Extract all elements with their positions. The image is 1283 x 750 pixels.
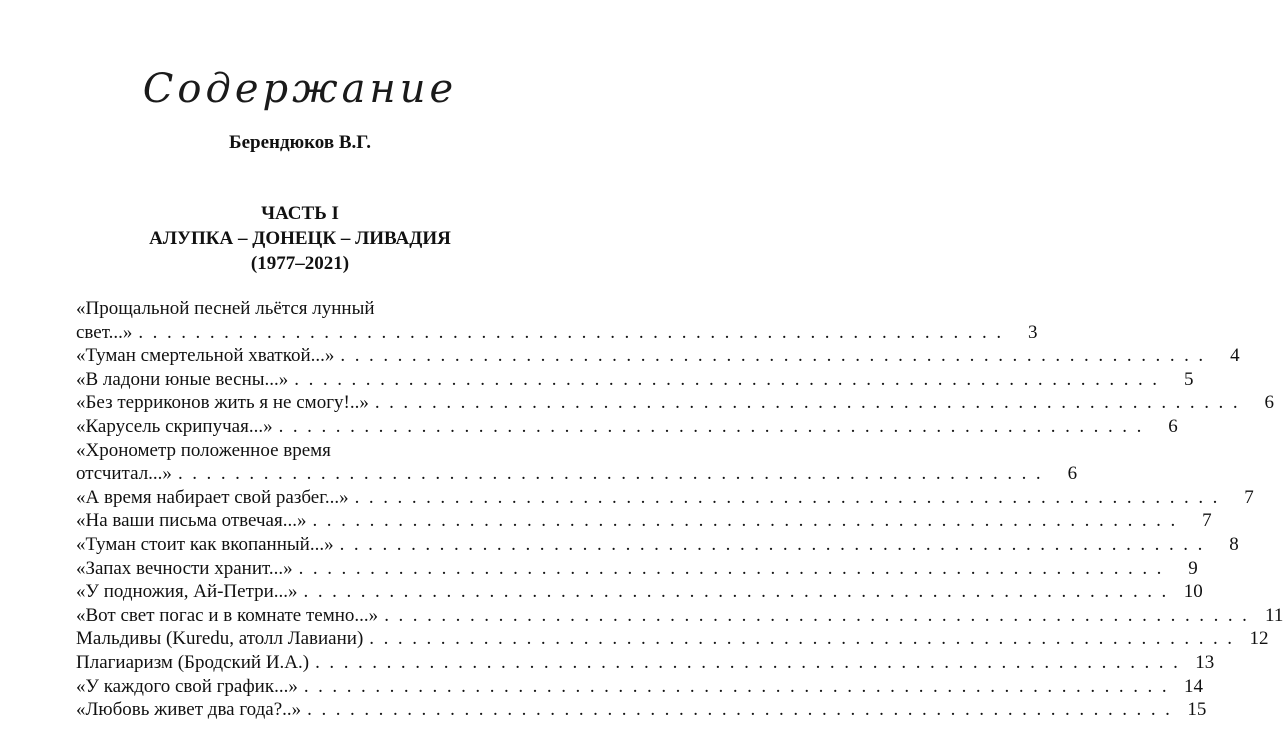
toc-page-number: 7	[1244, 486, 1254, 508]
contents-heading: Содержание	[142, 66, 458, 112]
toc-line	[76, 557, 1198, 581]
toc-line	[76, 344, 1240, 368]
toc-line	[76, 675, 1203, 699]
toc-entry-title: «Прощальной песней льётся лунный	[76, 298, 375, 319]
toc-entry-title: «У каждого свой график...»	[76, 675, 298, 697]
dot-leader: . . . . . . . . . . . . . . . . . . . . . . . . . . . . . . . . . . . . . . . . . . . . . . . . . . . . . . . . . . . . .	[384, 604, 1250, 626]
toc-entry[interactable]	[76, 391, 1274, 415]
toc-entry[interactable]	[76, 651, 1215, 675]
toc-line	[76, 462, 1078, 486]
toc-page-number: 10	[1183, 581, 1203, 603]
part-years: (1977–2021)	[250, 253, 350, 274]
toc-page-number: 5	[1183, 368, 1194, 390]
toc-page-number: 9	[1188, 557, 1198, 579]
dot-leader: . . . . . . . . . . . . . . . . . . . . . . . . . . . . . . . . . . . . . . . . . . . . . . . . . . . . . . . . . . . . .	[138, 321, 1004, 343]
toc-entry[interactable]	[76, 297, 1038, 344]
dot-leader: . . . . . . . . . . . . . . . . . . . . . . . . . . . . . . . . . . . . . . . . . . . . . . . . . . . . . . . . . . . . .	[303, 675, 1169, 697]
toc-page-number: 3	[1028, 321, 1038, 343]
toc-entry[interactable]	[76, 415, 1178, 439]
toc-entry-title: «У подножия, Ай-Петри...»	[76, 581, 298, 603]
toc-page-number: 6	[1264, 392, 1274, 414]
toc-line	[76, 486, 1254, 510]
toc-page-number: 8	[1229, 533, 1239, 555]
toc-entry[interactable]	[76, 698, 1207, 722]
toc-entry[interactable]	[76, 368, 1194, 392]
toc-entry[interactable]	[76, 557, 1198, 581]
toc-entry-title: «Хронометр положенное время	[76, 439, 331, 461]
dot-leader: . . . . . . . . . . . . . . . . . . . . . . . . . . . . . . . . . . . . . . . . . . . . . . . . . . . . . . . . . . . . .	[298, 557, 1164, 579]
dot-leader: . . . . . . . . . . . . . . . . . . . . . . . . . . . . . . . . . . . . . . . . . . . . . . . . . . . . . . . . . . . . .	[294, 368, 1160, 390]
toc-entry-title: «Вот свет погас и в комнате темно...»	[76, 604, 379, 626]
toc-entry-title: отсчитал...»	[76, 463, 172, 485]
toc-entry-title: «Туман стоит как вкопанный...»	[76, 533, 334, 555]
dot-leader: . . . . . . . . . . . . . . . . . . . . . . . . . . . . . . . . . . . . . . . . . . . . . . . . . . . . . . . . . . . . .	[354, 486, 1220, 508]
toc-page-number: 14	[1183, 675, 1203, 697]
toc-page-number: 13	[1195, 651, 1215, 673]
toc-entry[interactable]	[76, 344, 1240, 368]
toc-entry[interactable]	[76, 675, 1203, 699]
toc-page-number: 11	[1265, 604, 1283, 626]
toc-page-number: 4	[1230, 345, 1240, 367]
toc-line	[76, 533, 1239, 557]
toc-line	[76, 580, 1203, 604]
toc-line	[76, 627, 1269, 651]
dot-leader: . . . . . . . . . . . . . . . . . . . . . . . . . . . . . . . . . . . . . . . . . . . . . . . . . . . . . . . . . . . . .	[369, 628, 1235, 650]
dot-leader: . . . . . . . . . . . . . . . . . . . . . . . . . . . . . . . . . . . . . . . . . . . . . . . . . . . . . . . . . . . . .	[303, 581, 1169, 603]
toc-line	[76, 698, 1207, 722]
toc-entry[interactable]	[76, 509, 1212, 533]
toc-line	[76, 391, 1274, 415]
toc-page-number: 6	[1067, 463, 1078, 485]
toc-line	[76, 439, 504, 463]
toc-line	[76, 509, 1212, 533]
author-name: Берендюков В.Г.	[229, 132, 371, 153]
toc-line	[76, 297, 504, 321]
part-title: АЛУПКА – ДОНЕЦК – ЛИВАДИЯ	[149, 228, 451, 249]
dot-leader: . . . . . . . . . . . . . . . . . . . . . . . . . . . . . . . . . . . . . . . . . . . . . . . . . . . . . . . . . . . . .	[340, 345, 1206, 367]
dot-leader: . . . . . . . . . . . . . . . . . . . . . . . . . . . . . . . . . . . . . . . . . . . . . . . . . . . . . . . . . . . . .	[374, 392, 1240, 414]
toc-entry[interactable]	[76, 627, 1269, 651]
toc-entry-title: «Без терриконов жить я не смогу!..»	[76, 392, 369, 414]
toc-page-number: 7	[1202, 510, 1212, 532]
toc-line	[76, 604, 1283, 628]
table-of-contents	[76, 297, 1283, 722]
toc-line	[76, 321, 1038, 345]
toc-entry[interactable]	[76, 580, 1203, 604]
toc-entry[interactable]	[76, 439, 1078, 486]
toc-entry-title: Мальдивы (Kuredu, атолл Лавиани)	[76, 628, 364, 650]
toc-page-number: 12	[1249, 628, 1269, 650]
toc-page-number: 6	[1168, 415, 1178, 437]
toc-entry[interactable]	[76, 604, 1283, 628]
toc-line	[76, 415, 1178, 439]
toc-entry-title: «Карусель скрипучая...»	[76, 415, 273, 437]
dot-leader: . . . . . . . . . . . . . . . . . . . . . . . . . . . . . . . . . . . . . . . . . . . . . . . . . . . . . . . . . . . . .	[307, 699, 1173, 721]
toc-entry-title: «Запах вечности хранит...»	[76, 557, 293, 579]
dot-leader: . . . . . . . . . . . . . . . . . . . . . . . . . . . . . . . . . . . . . . . . . . . . . . . . . . . . . . . . . . . . .	[278, 415, 1144, 437]
toc-entry-title: «На ваши письма отвечая...»	[76, 510, 307, 532]
part-number: ЧАСТЬ I	[261, 203, 339, 224]
toc-entry-title: «В ладони юные весны...»	[76, 368, 289, 390]
toc-entry-title: «Туман смертельной хваткой...»	[76, 345, 335, 367]
toc-line	[76, 368, 1194, 392]
toc-entry-title: Плагиаризм (Бродский И.А.)	[76, 651, 310, 673]
dot-leader: . . . . . . . . . . . . . . . . . . . . . . . . . . . . . . . . . . . . . . . . . . . . . . . . . . . . . . . . . . . . .	[312, 510, 1178, 532]
toc-page-number: 15	[1187, 699, 1207, 721]
toc-entry[interactable]	[76, 486, 1254, 510]
dot-leader: . . . . . . . . . . . . . . . . . . . . . . . . . . . . . . . . . . . . . . . . . . . . . . . . . . . . . . . . . . . . .	[177, 463, 1044, 485]
toc-entry-title: свет...»	[76, 321, 133, 343]
toc-line	[76, 651, 1215, 675]
toc-entry-title: «А время набирает свой разбег...»	[76, 486, 349, 508]
dot-leader: . . . . . . . . . . . . . . . . . . . . . . . . . . . . . . . . . . . . . . . . . . . . . . . . . . . . . . . . . . . . .	[315, 651, 1181, 673]
part-header	[0, 201, 600, 276]
dot-leader: . . . . . . . . . . . . . . . . . . . . . . . . . . . . . . . . . . . . . . . . . . . . . . . . . . . . . . . . . . . . .	[339, 533, 1205, 555]
toc-entry-title: «Любовь живет два года?..»	[76, 699, 302, 721]
toc-entry[interactable]	[76, 533, 1239, 557]
